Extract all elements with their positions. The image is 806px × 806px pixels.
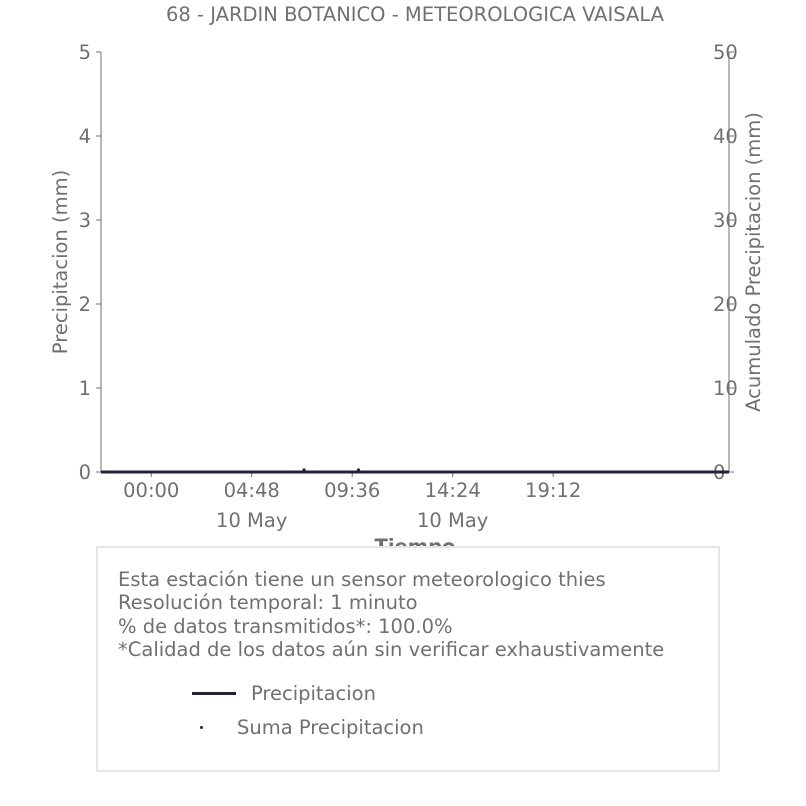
series-point-suma-precipitacion — [302, 468, 305, 471]
y2-axis-label: Acumulado Precipitacion (mm) — [742, 112, 765, 412]
y-axis-label: Precipitacion (mm) — [49, 169, 72, 355]
x-tick-label: 14:24 — [424, 479, 481, 502]
station-info — [118, 568, 664, 661]
x-tick-date-label: 10 May — [216, 509, 288, 532]
series-point-suma-precipitacion — [357, 468, 360, 471]
y2-tick-label: 50 — [713, 41, 738, 64]
legend-item-suma-precipitacion — [192, 715, 424, 739]
y-tick-label: 3 — [78, 209, 91, 232]
x-tick-label: 09:36 — [324, 479, 381, 502]
y2-tick-label: 40 — [713, 125, 738, 148]
info-line-sensor: Esta estación tiene un sensor meteorologico thies — [118, 568, 606, 591]
legend-label-precipitacion: Precipitacion — [251, 681, 376, 705]
y-tick-label: 5 — [78, 41, 91, 64]
y2-tick-label: 0 — [713, 461, 726, 484]
y2-tick-label: 10 — [713, 377, 738, 400]
y2-tick-label: 20 — [713, 293, 738, 316]
plot-area — [79, 41, 738, 532]
x-tick-label: 19:12 — [525, 479, 582, 502]
info-line-quality-note: *Calidad de los datos aún sin verificar exhaustivamente — [118, 637, 665, 661]
y-tick-label: 1 — [78, 377, 91, 400]
x-tick-label: 00:00 — [123, 479, 180, 502]
legend-dot-swatch — [200, 726, 203, 729]
legend-line-swatch — [192, 692, 236, 695]
y-tick-label: 4 — [78, 125, 91, 148]
y2-tick-label: 30 — [713, 209, 738, 232]
legend-label-suma-precipitacion: Suma Precipitacion — [237, 715, 424, 739]
info-line-resolution: Resolución temporal: 1 minuto — [118, 591, 418, 615]
info-line-transmitted: % de datos transmitidos*: 100.0% — [118, 614, 453, 638]
x-tick-label: 04:48 — [223, 479, 280, 502]
x-tick-date-label: 10 May — [417, 509, 489, 532]
chart-title: 68 - JARDIN BOTANICO - METEOROLOGICA VAISALA — [165, 3, 665, 26]
y-tick-label: 0 — [78, 461, 91, 484]
legend-item-precipitacion — [192, 681, 376, 705]
y-tick-label: 2 — [78, 293, 91, 316]
info-legend-box — [96, 546, 720, 772]
